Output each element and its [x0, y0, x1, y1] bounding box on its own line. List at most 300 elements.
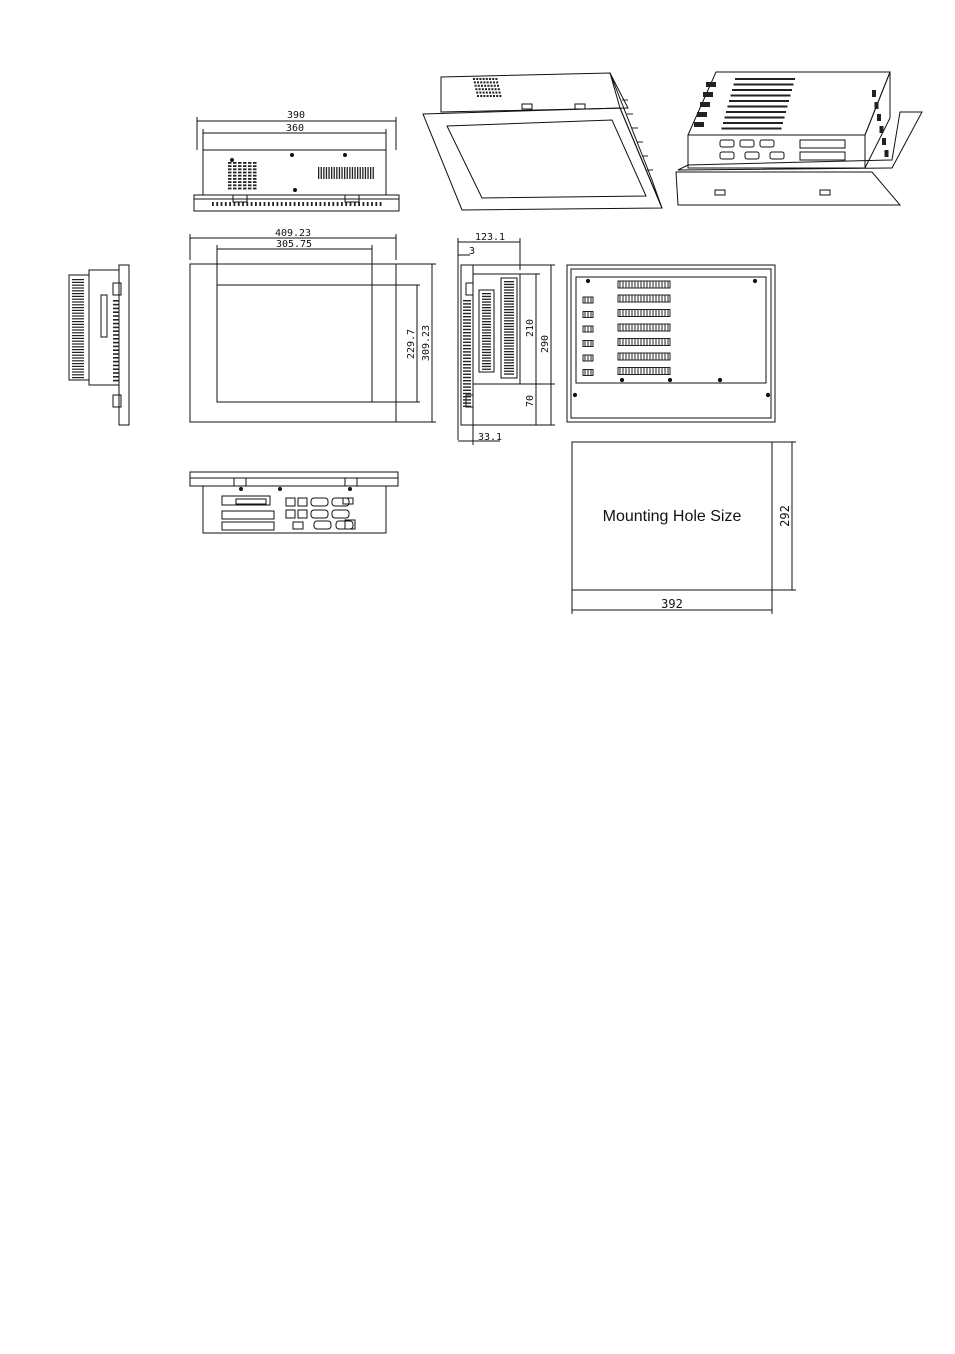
vent-slot — [113, 327, 119, 329]
vent-slot — [72, 335, 84, 336]
vent-slot — [486, 78, 488, 80]
vent-slot — [357, 167, 358, 179]
bezel-notch — [264, 202, 266, 206]
vent-slot — [722, 128, 782, 130]
top-bezel-notches — [212, 202, 382, 206]
vent-slot — [463, 386, 471, 387]
db9-port — [332, 510, 349, 518]
vent-slot — [492, 78, 494, 80]
vent-slot — [233, 168, 237, 170]
bezel-notch — [380, 202, 382, 206]
vent-slot — [475, 88, 477, 90]
bezel-notch — [358, 202, 360, 206]
vent-slot — [882, 138, 886, 145]
vent-slot — [463, 370, 471, 371]
vent-slot — [113, 334, 119, 336]
vent-slot — [463, 364, 471, 365]
vent-slot — [113, 368, 119, 370]
vent-slot — [72, 332, 84, 333]
vent-slot — [113, 353, 119, 355]
front-screen-height-label: 229.7 — [406, 328, 417, 360]
vent-slot — [491, 88, 493, 90]
connector — [236, 499, 266, 504]
vent-slot — [72, 341, 84, 342]
vent-slot — [72, 366, 84, 367]
vent-slot — [248, 188, 252, 190]
bezel-notch — [324, 202, 326, 206]
port — [740, 140, 754, 147]
vent-slot — [243, 168, 247, 170]
vent-slot — [482, 324, 491, 325]
vent-slot — [113, 349, 119, 351]
vent-slot — [253, 188, 257, 190]
bezel-notch — [268, 202, 270, 206]
vent-slot — [248, 181, 252, 183]
vent-slot — [489, 92, 491, 94]
vent-slot — [482, 338, 491, 339]
vent-slot — [504, 306, 514, 307]
port — [770, 152, 784, 159]
vent-slot — [504, 303, 514, 304]
vent-slot — [504, 359, 514, 360]
vent-slot — [360, 167, 361, 179]
vent-slot — [72, 296, 84, 297]
vent-slot — [482, 327, 491, 328]
vent-slot — [463, 354, 471, 355]
vent-slot — [723, 122, 783, 124]
vent-slot — [734, 84, 794, 86]
vent-slot — [473, 78, 475, 80]
vent-slot — [694, 122, 704, 127]
vent-slot — [477, 95, 479, 97]
port — [760, 140, 774, 147]
vent-slot — [495, 92, 497, 94]
vent-slot — [72, 349, 84, 350]
vent-slot — [872, 90, 876, 97]
vent-slot — [463, 361, 471, 362]
vent-slot — [485, 88, 487, 90]
left-side-vents — [72, 279, 119, 381]
vent-slot — [498, 88, 500, 90]
iso-rear-vents — [694, 78, 889, 157]
vent-slot — [113, 330, 119, 332]
side-bottom-offset-label: 70 — [525, 394, 536, 408]
iso-rear-chassis-top — [688, 72, 890, 135]
bezel-notch — [354, 202, 356, 206]
vent-slot — [238, 181, 242, 183]
vent-slot — [463, 348, 471, 349]
vent-slot — [72, 324, 84, 325]
vent-slot — [228, 168, 232, 170]
vent-slot — [504, 331, 514, 332]
bezel-notch — [216, 202, 218, 206]
vent-slot — [504, 317, 514, 318]
bottom-io-view — [190, 472, 398, 533]
vent-slot — [463, 329, 471, 330]
vent-slot — [243, 178, 247, 180]
vent-slot — [504, 373, 514, 374]
vent-slot — [481, 85, 483, 87]
usb-port — [286, 498, 295, 506]
bottom-clip-left — [234, 478, 246, 486]
vent-slot — [504, 298, 514, 299]
vent-slot — [480, 81, 482, 83]
vent-slot — [463, 316, 471, 317]
bezel-notch — [363, 202, 365, 206]
vent-slot — [253, 162, 257, 164]
vent-slot — [349, 167, 350, 179]
vent-slot — [370, 167, 371, 179]
vent-slot — [885, 150, 889, 157]
bezel-notch — [281, 202, 283, 206]
vent-slot — [482, 355, 491, 356]
vent-slot — [703, 92, 713, 97]
vent-slot — [113, 372, 119, 374]
vent-slot — [354, 167, 355, 179]
iso-front-screen — [447, 120, 646, 198]
vent-slot — [482, 346, 491, 347]
clip — [715, 190, 725, 195]
vent-slot — [463, 383, 471, 384]
vent-slot — [238, 162, 242, 164]
vent-slot — [72, 352, 84, 353]
side-lip-label: 33.1 — [477, 432, 503, 443]
vent-slot — [463, 332, 471, 333]
bezel-notch — [298, 202, 300, 206]
vent-slot — [228, 184, 232, 186]
usb-port — [286, 510, 295, 518]
vent-slot — [463, 335, 471, 336]
vent-slot — [341, 167, 342, 179]
vent-slot — [482, 88, 484, 90]
vent-slot — [504, 287, 514, 288]
vent-slot — [725, 117, 785, 119]
bezel-notch — [315, 202, 317, 206]
vent-slot — [482, 304, 491, 305]
vent-slot — [489, 78, 491, 80]
vent-slot — [113, 357, 119, 359]
vent-slot — [72, 293, 84, 294]
bezel-notch — [272, 202, 274, 206]
vent-slot — [504, 323, 514, 324]
vent-slot — [113, 304, 119, 306]
db9-port — [314, 521, 331, 529]
vent-slot — [504, 365, 514, 366]
vent-slot — [253, 172, 257, 174]
vent-slot — [726, 111, 786, 113]
vent-slot — [700, 102, 710, 107]
front-bezel — [190, 264, 396, 422]
vent-slot — [72, 369, 84, 370]
vent-slot — [504, 351, 514, 352]
left-side-slot — [101, 295, 107, 337]
vent-slot — [248, 165, 252, 167]
vent-slot — [72, 307, 84, 308]
vent-slot — [482, 299, 491, 300]
mounting-height-label: 292 — [778, 505, 792, 527]
vent-slot — [72, 377, 84, 378]
vent-slot — [339, 167, 340, 179]
vent-slot — [367, 167, 368, 179]
vent-slot — [228, 181, 232, 183]
bezel-notch — [328, 202, 330, 206]
vent-slot — [728, 106, 788, 108]
vent-slot — [504, 295, 514, 296]
vent-slot — [487, 81, 489, 83]
vent-slot — [475, 85, 477, 87]
vent-slot — [463, 300, 471, 301]
side-vents — [463, 281, 514, 407]
side-panel-height-label: 290 — [540, 334, 551, 354]
bezel-notch — [259, 202, 261, 206]
vent-slot — [238, 178, 242, 180]
vent-slot — [731, 95, 791, 97]
vent-slot — [238, 168, 242, 170]
mounting-hole-label: Mounting Hole Size — [602, 508, 742, 525]
bezel-notch — [311, 202, 313, 206]
vent-slot — [321, 167, 322, 179]
iso-front-view — [423, 73, 662, 210]
vent-slot — [72, 321, 84, 322]
port — [720, 140, 734, 147]
bottom-io-ports — [236, 488, 355, 530]
vent-slot — [373, 167, 374, 179]
bezel-notch — [371, 202, 373, 206]
vent-slot — [463, 345, 471, 346]
vent-slot — [463, 306, 471, 307]
vent-slot — [735, 78, 795, 80]
vent-slot — [495, 78, 497, 80]
vent-slot — [233, 172, 237, 174]
bezel-notch — [212, 202, 214, 206]
vent-slot — [238, 175, 242, 177]
vent-slot — [463, 351, 471, 352]
vent-slot — [483, 78, 485, 80]
vent-slot — [248, 175, 252, 177]
vent-slot — [243, 188, 247, 190]
vent-slot — [248, 184, 252, 186]
top-overall-width-label: 390 — [286, 110, 306, 121]
bezel-notch — [277, 202, 279, 206]
vent-slot — [479, 92, 481, 94]
vent-slot — [463, 399, 471, 400]
vent-slot — [482, 307, 491, 308]
mounting-width-label: 392 — [661, 597, 683, 611]
bottom-bezel — [190, 472, 398, 486]
vent-slot — [504, 371, 514, 372]
vent-slot — [228, 175, 232, 177]
vent-slot — [496, 81, 498, 83]
front-overall-height-label: 309.23 — [421, 324, 432, 362]
vent-slot — [490, 81, 492, 83]
vent-slot — [875, 102, 879, 109]
bezel-notch — [255, 202, 257, 206]
vent-slot — [228, 188, 232, 190]
vent-slot — [488, 88, 490, 90]
bezel-notch — [242, 202, 244, 206]
vent-slot — [113, 319, 119, 321]
iso-front-chassis-side — [610, 73, 662, 208]
bezel-notch — [251, 202, 253, 206]
mounting-hole-view — [572, 442, 796, 614]
vent-slot — [504, 362, 514, 363]
vent-slot — [228, 162, 232, 164]
vent-slot — [233, 175, 237, 177]
rear-view — [567, 265, 775, 422]
vent-slot — [326, 167, 327, 179]
vent-slot — [72, 355, 84, 356]
vent-slot — [72, 282, 84, 283]
vent-slot — [253, 175, 257, 177]
port — [800, 152, 845, 160]
vent-slot — [480, 95, 482, 97]
vent-slot — [493, 95, 495, 97]
vent-slot — [482, 360, 491, 361]
vent-slot — [336, 167, 337, 179]
vent-slot — [486, 92, 488, 94]
vent-slot — [493, 81, 495, 83]
top-vent-strip — [318, 167, 374, 179]
bezel-notch — [225, 202, 227, 206]
vent-slot — [482, 293, 491, 294]
vent-slot — [877, 114, 881, 121]
vent-slot — [504, 368, 514, 369]
vent-slot — [72, 338, 84, 339]
vent-slot — [482, 313, 491, 314]
vent-slot — [243, 172, 247, 174]
port — [720, 152, 734, 159]
vent-slot — [463, 402, 471, 403]
vent-slot — [253, 181, 257, 183]
vent-slot — [334, 167, 335, 179]
vent-slot — [243, 181, 247, 183]
vent-slot — [504, 343, 514, 344]
vent-slot — [483, 81, 485, 83]
vent-slot — [487, 95, 489, 97]
top-vent-grid — [228, 162, 257, 189]
vent-slot — [483, 95, 485, 97]
vent-slot — [323, 167, 324, 179]
vent-slot — [228, 165, 232, 167]
vent-slot — [504, 301, 514, 302]
vent-slot — [248, 178, 252, 180]
vent-slot — [233, 184, 237, 186]
rear-bezel — [567, 265, 775, 422]
vent-slot — [72, 290, 84, 291]
vent-slot — [504, 348, 514, 349]
screw — [279, 488, 282, 491]
screw — [240, 488, 243, 491]
vent-slot — [72, 313, 84, 314]
vent-slot — [248, 168, 252, 170]
vent-slot — [72, 363, 84, 364]
vent-slot — [495, 88, 497, 90]
bezel-notch — [341, 202, 343, 206]
vent-slot — [243, 165, 247, 167]
vent-slot — [113, 311, 119, 313]
vent-slot — [238, 184, 242, 186]
vent-slot — [347, 167, 348, 179]
vent-slot — [463, 396, 471, 397]
vent-slot — [72, 301, 84, 302]
clip — [820, 190, 830, 195]
vent-slot — [482, 335, 491, 336]
vent-slot — [487, 85, 489, 87]
vent-slot — [474, 81, 476, 83]
vent-slot — [482, 321, 491, 322]
side-chassis-height-label: 210 — [525, 318, 536, 338]
iso-front-chassis-top — [441, 73, 628, 112]
vent-slot — [492, 92, 494, 94]
vent-slot — [365, 167, 366, 179]
vent-slot — [479, 78, 481, 80]
vent-slot — [479, 88, 481, 90]
vent-slot — [72, 304, 84, 305]
vent-slot — [243, 184, 247, 186]
vent-slot — [463, 393, 471, 394]
vent-slot — [504, 292, 514, 293]
bottom-expansion-slot-2 — [222, 511, 274, 519]
port — [745, 152, 759, 159]
vent-slot — [504, 326, 514, 327]
vent-slot — [72, 287, 84, 288]
top-view — [194, 110, 399, 211]
bezel-notch — [307, 202, 309, 206]
vent-slot — [499, 95, 501, 97]
vent-slot — [72, 343, 84, 344]
vent-slot — [482, 329, 491, 330]
vent-slot — [463, 319, 471, 320]
bezel-notch — [375, 202, 377, 206]
vent-slot — [482, 332, 491, 333]
vent-slot — [72, 299, 84, 300]
vent-slot — [362, 167, 363, 179]
vent-slot — [482, 357, 491, 358]
vent-slot — [490, 95, 492, 97]
vent-slot — [463, 367, 471, 368]
vent-slot — [477, 81, 479, 83]
vent-slot — [72, 374, 84, 375]
db9-port — [332, 498, 349, 506]
bezel-notch — [350, 202, 352, 206]
vent-slot — [72, 346, 84, 347]
vent-slot — [243, 175, 247, 177]
bezel-notch — [246, 202, 248, 206]
vent-slot — [233, 165, 237, 167]
vent-slot — [72, 310, 84, 311]
side-bezel-thickness-label: 3 — [469, 246, 476, 257]
vent-slot — [113, 342, 119, 344]
vent-slot — [504, 345, 514, 346]
vent-slot — [496, 95, 498, 97]
bezel-notch — [332, 202, 334, 206]
vent-slot — [706, 82, 716, 87]
bezel-notch — [302, 202, 304, 206]
vent-slot — [482, 318, 491, 319]
front-overall-width-label: 409.23 — [274, 228, 312, 239]
vent-slot — [233, 181, 237, 183]
left-side-view — [69, 265, 129, 425]
vent-slot — [504, 329, 514, 330]
vent-slot — [238, 188, 242, 190]
vent-slot — [499, 92, 501, 94]
vent-slot — [504, 334, 514, 335]
screw — [349, 488, 352, 491]
vent-slot — [72, 357, 84, 358]
bezel-notch — [320, 202, 322, 206]
bezel-notch — [234, 202, 236, 206]
db9-port — [311, 498, 328, 506]
